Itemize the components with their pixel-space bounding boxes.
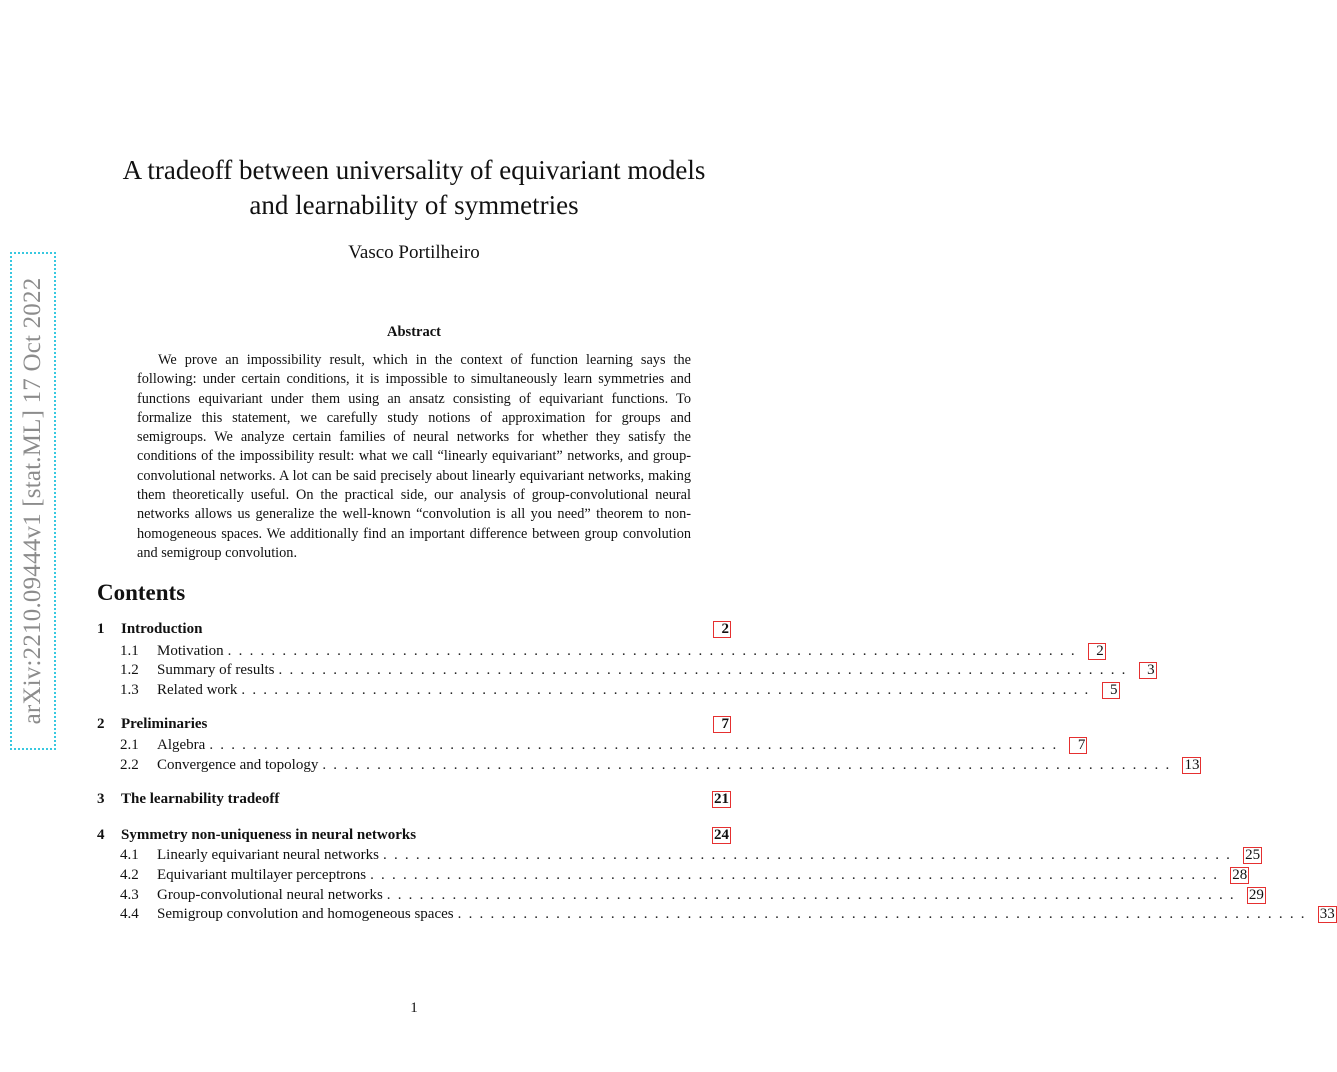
toc-entry-number: 1.2 [120,662,139,678]
toc-page-link[interactable]: 33 [1319,906,1335,922]
toc-entry-number: 3 [97,791,105,807]
toc-page-link[interactable]: 25 [1245,847,1261,863]
toc-entry-convergence-and-topology[interactable] [97,757,1200,777]
toc-entry-number: 1.1 [120,643,139,659]
paper-author: Vasco Portilheiro [348,242,480,263]
toc-entry-number: 4.3 [120,887,139,903]
toc-entry-group-convolutional[interactable] [97,887,1264,907]
toc-page-link[interactable]: 3 [1139,662,1157,679]
toc-page-link[interactable]: 7 [713,716,731,733]
toc-entry-title: Related work [157,682,238,698]
toc-entry-preliminaries[interactable] [97,716,731,736]
toc-entry-related-work[interactable] [97,682,1118,702]
toc-dot-leader: .............................................................................. [209,737,1064,753]
toc-entry-number: 4.1 [120,847,139,863]
toc-entry-summary-of-results[interactable] [97,662,1155,682]
toc-entry-number: 4 [97,827,105,843]
toc-page-link[interactable]: 2 [1088,643,1106,660]
toc-entry-introduction[interactable] [97,621,731,641]
toc-page-link[interactable]: 13 [1184,757,1200,773]
arxiv-sidebar [10,252,56,750]
toc-dot-leader: .............................................................................. [241,682,1096,698]
toc-entry-motivation[interactable] [97,643,1104,663]
toc-page-link[interactable]: 7 [1069,737,1087,754]
toc-page-link[interactable]: 5 [1102,682,1120,699]
toc-entry-title: Group-convolutional neural networks [157,887,383,903]
toc-entry-equivariant-mlp[interactable] [97,867,1248,887]
contents-heading: Contents [97,580,186,605]
toc-entry-number: 4.2 [120,867,139,883]
toc-entry-title: The learnability tradeoff [121,791,280,807]
abstract-text: We prove an impossibility result, which in the context of function learning says the following: under certain conditions, it is impossible to simultaneously learn symmetries and functions equivariant under them using an ansatz consisting of equivariant functions. To formalize this statement, we carefully study notions of approximation for groups and semigroups. We analyze certain families of neural networks for whether they satisfy the conditions of the impossibility result: what we call “linearly equivariant” networks, and group-convolutional networks. A lot can be said precisely about linearly equivariant networks, making them theoretically useful. On the practical side, our analysis of group-convolutional neural networks allows us generalize the well-known “convolution is all you need” theorem to non-homogeneous spaces. We additionally find an important difference between group convolution and semigroup convolution. [137,352,691,561]
toc-entry-title: Semigroup convolution and homogeneous spaces [157,906,454,922]
toc-page-link[interactable]: 2 [713,621,731,638]
toc-entry-symmetry-non-uniqueness[interactable] [97,827,731,847]
toc-entry-number: 1 [97,621,105,637]
page-number: 1 [410,1000,418,1016]
toc-entry-number: 2 [97,716,105,732]
toc-entry-title: Motivation [157,643,224,659]
toc-dot-leader: .............................................................................. [227,643,1082,659]
toc-dot-leader: .............................................................................. [278,662,1133,678]
toc-entry-title: Preliminaries [121,716,208,732]
toc-entry-number: 4.4 [120,906,139,922]
toc-entry-title: Convergence and topology [157,757,319,773]
toc-dot-leader: .............................................................................. [386,887,1241,903]
toc-dot-leader: .............................................................................. [457,906,1312,922]
toc-entry-title: Symmetry non-uniqueness in neural networks [121,827,417,843]
toc-entry-algebra[interactable] [97,737,1086,757]
paper-title-line-1: A tradeoff between universality of equivariant models [122,155,706,185]
toc-dot-leader: .............................................................................. [383,847,1238,863]
toc-entry-title: Linearly equivariant neural networks [157,847,379,863]
toc-entry-title: Introduction [121,621,203,637]
toc-entry-title: Equivariant multilayer perceptrons [157,867,367,883]
toc-entry-number: 2.2 [120,757,139,773]
abstract-heading: Abstract [387,324,441,340]
toc-dot-leader: .............................................................................. [322,757,1177,773]
toc-page-link[interactable]: 28 [1232,867,1248,883]
toc-entry-number: 2.1 [120,737,139,753]
toc-page-link[interactable]: 24 [714,827,729,843]
toc-entry-number: 1.3 [120,682,139,698]
toc-dot-leader: .............................................................................. [370,867,1225,883]
toc-entry-title: Algebra [157,737,206,753]
paper-title [90,153,738,223]
toc-entry-title: Summary of results [157,662,275,678]
arxiv-identifier: arXiv:2210.09444v1 [stat.ML] 17 Oct 2022 [19,277,46,725]
toc-page-link[interactable]: 21 [714,791,729,807]
paper-title-line-2: and learnability of symmetries [249,190,579,220]
toc-entry-learnability-tradeoff[interactable] [97,791,731,811]
toc-entry-linearly-equivariant[interactable] [97,847,1261,867]
toc-entry-semigroup-convolution[interactable] [97,906,1335,926]
toc-page-link[interactable]: 29 [1248,887,1264,903]
